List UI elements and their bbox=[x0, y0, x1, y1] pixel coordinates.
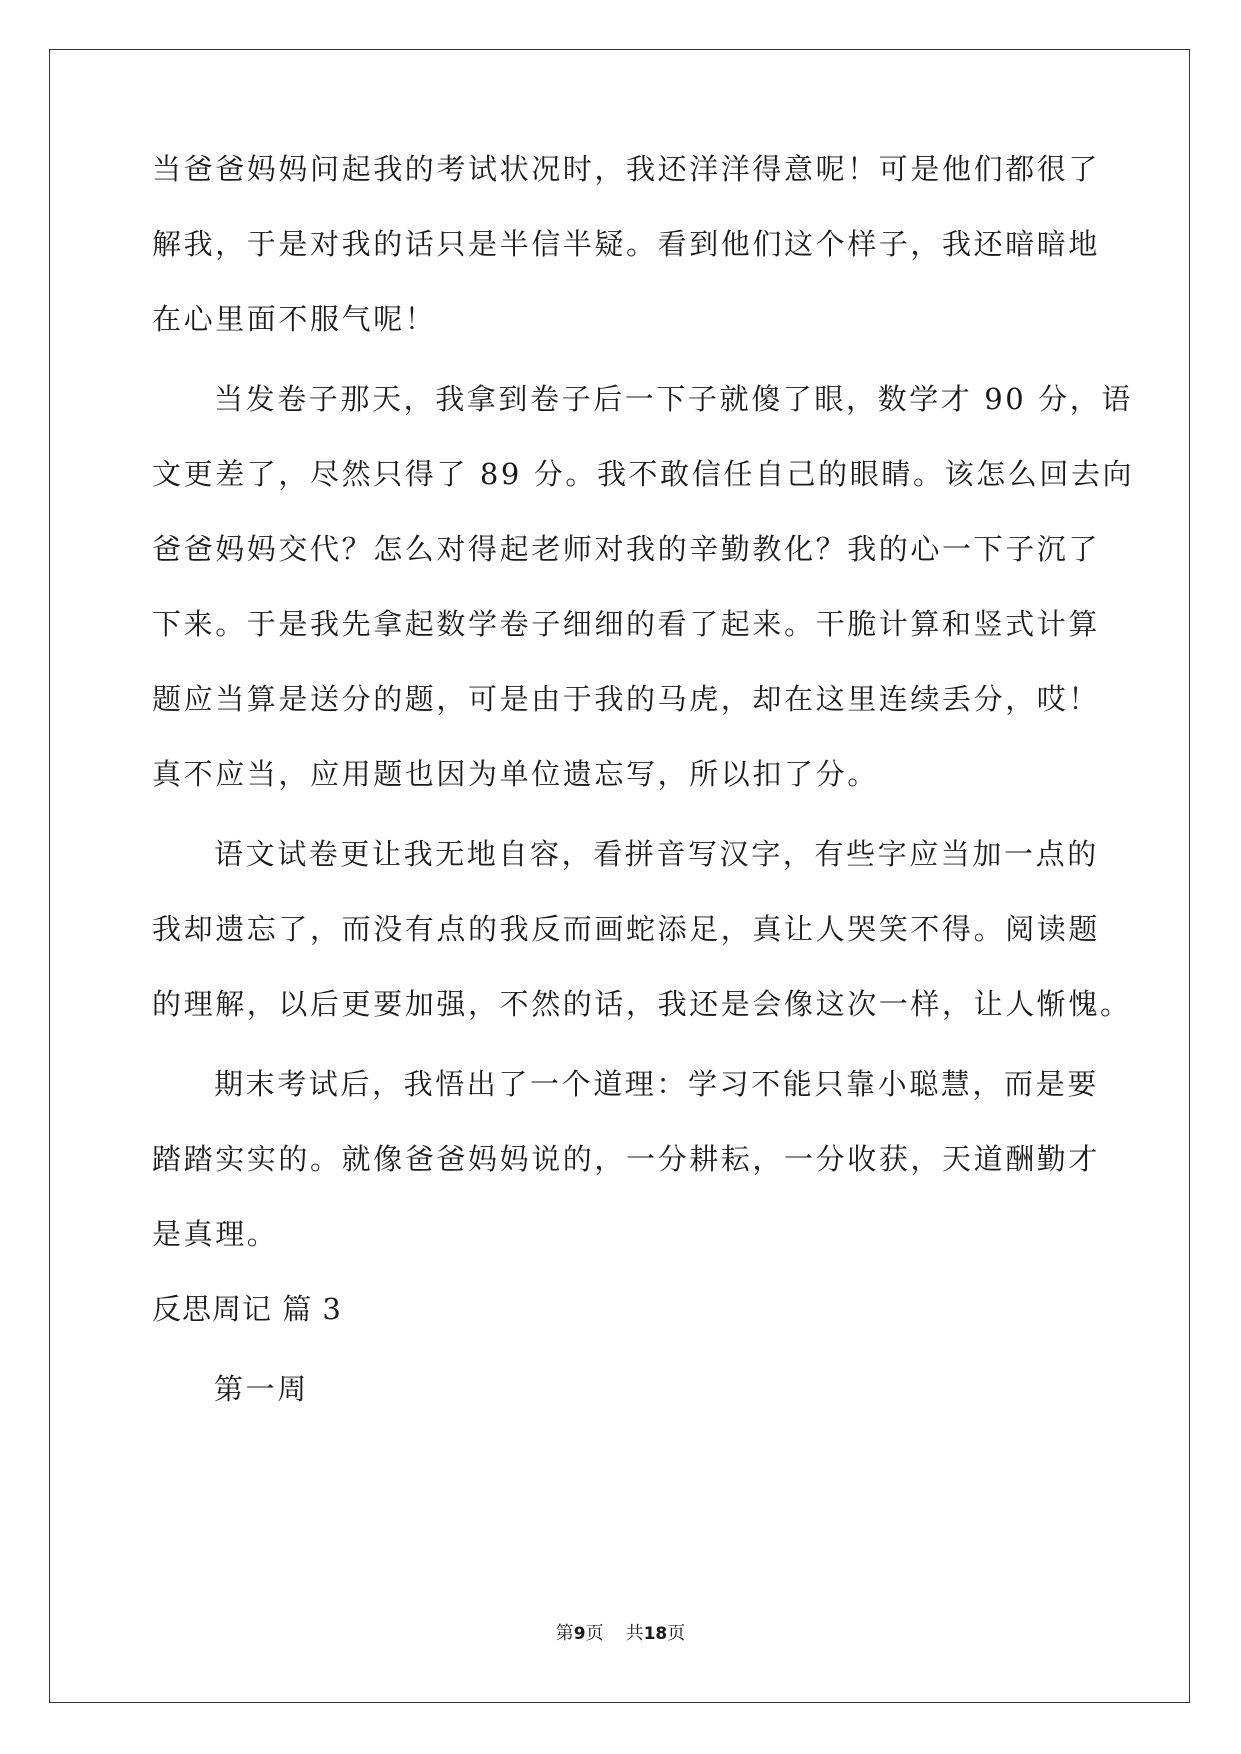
text-line: 解我，于是对我的话只是半信半疑。看到他们这个样子，我还暗暗地 bbox=[152, 227, 1101, 261]
text-line: 下来。于是我先拿起数学卷子细细的看了起来。干脆计算和竖式计算 bbox=[152, 607, 1101, 641]
footer-prefix: 第 bbox=[555, 1623, 574, 1644]
text-line: 是真理。 bbox=[152, 1217, 279, 1251]
paragraph-start-line: 语文试卷更让我无地自容，看拼音写汉字，有些字应当加一点的 bbox=[214, 837, 1099, 871]
text-line: 爸爸妈妈交代？怎么对得起老师对我的辛勤教化？我的心一下子沉了 bbox=[152, 532, 1101, 566]
text-line: 踏踏实实的。就像爸爸妈妈说的，一分耕耘，一分收获，天道酬勤才 bbox=[152, 1142, 1101, 1176]
paragraph-start-line: 期末考试后，我悟出了一个道理：学习不能只靠小聪慧，而是要 bbox=[214, 1067, 1099, 1101]
text-line: 在心里面不服气呢！ bbox=[152, 302, 437, 336]
footer-page-unit: 页 bbox=[585, 1623, 604, 1644]
total-pages-number: 18 bbox=[643, 1624, 668, 1644]
text-line: 真不应当，应用题也因为单位遗忘写，所以扣了分。 bbox=[152, 757, 879, 791]
text-line: 我却遗忘了，而没有点的我反而画蛇添足，真让人哭笑不得。阅读题 bbox=[152, 912, 1101, 946]
subsection-heading: 第一周 bbox=[214, 1372, 309, 1406]
current-page-number: 9 bbox=[573, 1624, 586, 1644]
page-footer bbox=[0, 1625, 1241, 1643]
page-border bbox=[49, 49, 1190, 1703]
footer-total-prefix: 共 bbox=[625, 1623, 644, 1644]
paragraph-start-line: 当发卷子那天，我拿到卷子后一下子就傻了眼，数学才 90 分，语 bbox=[214, 382, 1133, 416]
text-line: 的理解，以后更要加强，不然的话，我还是会像这次一样，让人惭愧。 bbox=[152, 987, 1132, 1021]
text-line: 当爸爸妈妈问起我的考试状况时，我还洋洋得意呢！可是他们都很了 bbox=[152, 152, 1101, 186]
text-line: 文更差了，尽然只得了 89 分。我不敢信任自己的眼睛。该怎么回去向 bbox=[152, 457, 1135, 491]
footer-total-unit: 页 bbox=[667, 1623, 686, 1644]
section-heading: 反思周记 篇 3 bbox=[152, 1292, 342, 1326]
text-line: 题应当算是送分的题，可是由于我的马虎，却在这里连续丢分，哎！ bbox=[152, 682, 1101, 716]
